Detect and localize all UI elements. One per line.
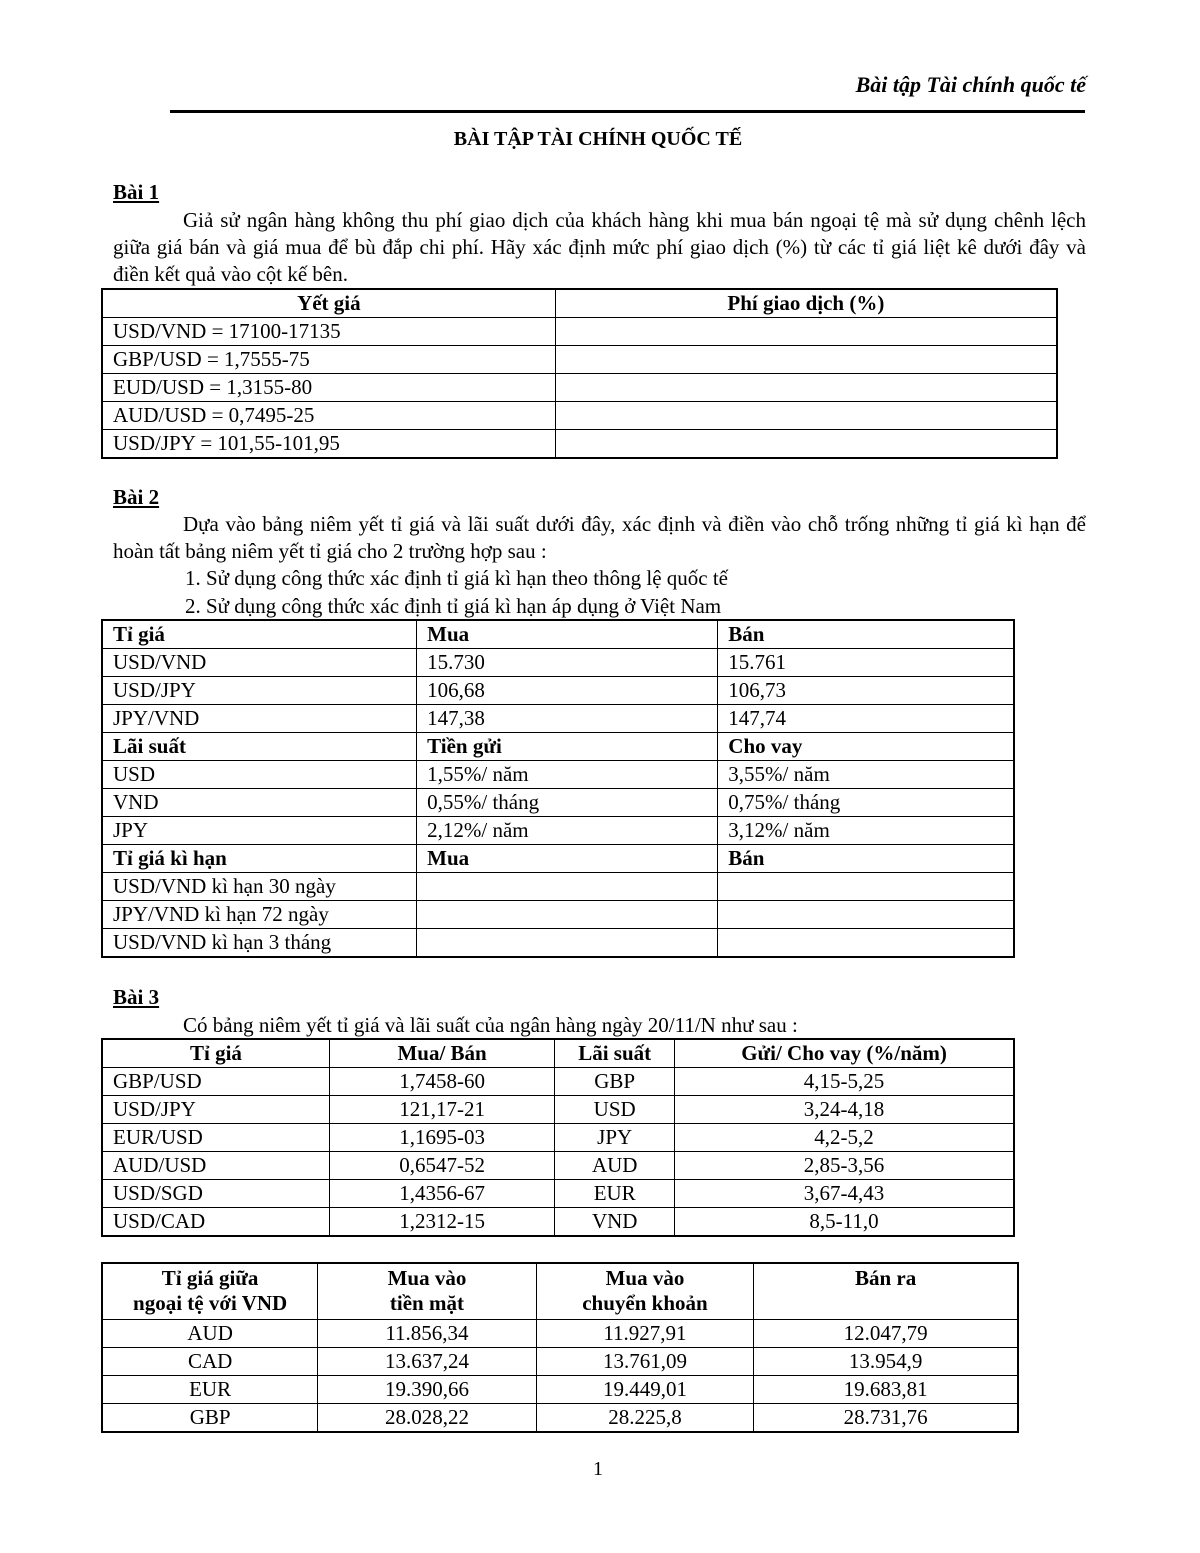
bai3-vnd-rates-table: [101, 1262, 1019, 1433]
table-header-cell: Mua: [417, 620, 718, 649]
table-cell: USD/VND kì hạn 3 tháng: [102, 929, 417, 958]
table-cell-empty: [417, 929, 718, 958]
page-number: 1: [593, 1458, 603, 1480]
table-cell: 15.730: [417, 649, 718, 677]
table-cell: 3,24-4,18: [675, 1096, 1014, 1124]
table-row: [102, 761, 1014, 789]
table-row: [102, 1096, 1014, 1124]
bai1-heading: Bài 1: [113, 180, 160, 204]
table-cell: 106,68: [417, 677, 718, 705]
table-cell: USD/VND = 17100-17135: [102, 318, 555, 346]
table-cell: 4,2-5,2: [675, 1124, 1014, 1152]
table-cell: 3,67-4,43: [675, 1180, 1014, 1208]
table-cell-empty: [555, 430, 1057, 459]
bai2-list-item: 2. Sử dụng công thức xác định tỉ giá kì hạn áp dụng ở Việt Nam: [185, 594, 722, 618]
table-cell: VND: [555, 1208, 675, 1237]
table-row: [102, 1152, 1014, 1180]
table-cell: 15.761: [718, 649, 1014, 677]
table-cell: EUR: [555, 1180, 675, 1208]
table-header-cell: [102, 1263, 318, 1319]
table-cell: JPY: [555, 1124, 675, 1152]
table-cell-empty: [555, 374, 1057, 402]
table-row: [102, 1180, 1014, 1208]
table-cell: AUD: [102, 1319, 318, 1347]
table-header-cell: [318, 1263, 536, 1319]
table-cell: 147,38: [417, 705, 718, 733]
table-section-header-row: [102, 733, 1014, 761]
table-cell: 2,12%/ năm: [417, 817, 718, 845]
table-cell: JPY/VND: [102, 705, 417, 733]
table-cell: 11.856,34: [318, 1319, 536, 1347]
table-cell: JPY/VND kì hạn 72 ngày: [102, 901, 417, 929]
header-line: Tỉ giá giữa: [161, 1266, 259, 1290]
table-cell: 19.449,01: [536, 1375, 754, 1403]
table-row: [102, 430, 1057, 459]
table-cell: 3,55%/ năm: [718, 761, 1014, 789]
table-row: [102, 1319, 1018, 1347]
table-row: [102, 1208, 1014, 1237]
table-row: [102, 1403, 1018, 1432]
table-cell: VND: [102, 789, 417, 817]
table-cell: 147,74: [718, 705, 1014, 733]
table-cell: EUR/USD: [102, 1124, 329, 1152]
table-header-cell: Tỉ giá: [102, 620, 417, 649]
table-header-cell: Bán: [718, 620, 1014, 649]
table-cell: GBP: [555, 1068, 675, 1096]
table-cell: USD: [102, 761, 417, 789]
table-cell: USD: [555, 1096, 675, 1124]
table-cell: 11.927,91: [536, 1319, 754, 1347]
table-section-header-row: [102, 620, 1014, 649]
table-row: [102, 901, 1014, 929]
table-cell: GBP/USD: [102, 1068, 329, 1096]
table-cell: USD/JPY = 101,55-101,95: [102, 430, 555, 459]
header-line: tiền mặt: [389, 1291, 464, 1315]
table-cell: USD/JPY: [102, 677, 417, 705]
table-cell: 13.761,09: [536, 1347, 754, 1375]
table-row: [102, 929, 1014, 958]
table-cell: 121,17-21: [329, 1096, 554, 1124]
table-cell: 3,12%/ năm: [718, 817, 1014, 845]
table-cell: 28.028,22: [318, 1403, 536, 1432]
table-row: [102, 649, 1014, 677]
table-cell-empty: [718, 901, 1014, 929]
header-line: Mua vào: [605, 1266, 685, 1290]
table-row: [102, 1068, 1014, 1096]
table-cell: 28.731,76: [754, 1403, 1018, 1432]
header-line: ngoại tệ với VND: [133, 1291, 288, 1315]
table-cell: EUD/USD = 1,3155-80: [102, 374, 555, 402]
table-cell: USD/CAD: [102, 1208, 329, 1237]
table-cell: EUR: [102, 1375, 318, 1403]
table-cell: 1,55%/ năm: [417, 761, 718, 789]
table-cell-empty: [555, 346, 1057, 374]
table-cell: 4,15-5,25: [675, 1068, 1014, 1096]
table-cell: 28.225,8: [536, 1403, 754, 1432]
table-cell: USD/VND: [102, 649, 417, 677]
table-row: [102, 1375, 1018, 1403]
table-header-cell: Lãi suất: [555, 1039, 675, 1068]
table-cell: JPY: [102, 817, 417, 845]
table-cell: 13.637,24: [318, 1347, 536, 1375]
table-header-cell: Bán: [718, 845, 1014, 873]
table-cell-empty: [718, 929, 1014, 958]
table-cell: AUD/USD = 0,7495-25: [102, 402, 555, 430]
table-header-row: [102, 1039, 1014, 1068]
table-cell: GBP: [102, 1403, 318, 1432]
table-cell-empty: [555, 402, 1057, 430]
table-cell: 2,85-3,56: [675, 1152, 1014, 1180]
bai1-table: [101, 288, 1058, 459]
table-cell: 8,5-11,0: [675, 1208, 1014, 1237]
table-row: [102, 1124, 1014, 1152]
table-cell: 0,75%/ tháng: [718, 789, 1014, 817]
table-cell-empty: [718, 873, 1014, 901]
table-cell: 1,4356-67: [329, 1180, 554, 1208]
bai2-heading: Bài 2: [113, 485, 160, 509]
table-row: [102, 817, 1014, 845]
table-cell: USD/JPY: [102, 1096, 329, 1124]
table-cell: GBP/USD = 1,7555-75: [102, 346, 555, 374]
table-cell: AUD/USD: [102, 1152, 329, 1180]
table-header-cell: Yết giá: [102, 289, 555, 318]
running-header: Bài tập Tài chính quốc tế: [855, 72, 1086, 97]
bai2-table: [101, 619, 1015, 958]
table-header-cell: [754, 1263, 1018, 1319]
bai3-heading: Bài 3: [113, 985, 160, 1009]
table-cell: USD/SGD: [102, 1180, 329, 1208]
table-header-cell: Phí giao dịch (%): [555, 289, 1057, 318]
table-header-cell: Tỉ giá: [102, 1039, 329, 1068]
table-cell: 0,55%/ tháng: [417, 789, 718, 817]
table-cell: CAD: [102, 1347, 318, 1375]
table-row: [102, 677, 1014, 705]
table-cell: 12.047,79: [754, 1319, 1018, 1347]
table-cell: USD/VND kì hạn 30 ngày: [102, 873, 417, 901]
table-cell: 1,7458-60: [329, 1068, 554, 1096]
table-header-row: [102, 289, 1057, 318]
table-row: [102, 873, 1014, 901]
table-cell-empty: [555, 318, 1057, 346]
table-header-cell: Mua: [417, 845, 718, 873]
table-header-cell: Gửi/ Cho vay (%/năm): [675, 1039, 1014, 1068]
table-row: [102, 789, 1014, 817]
header-line: chuyển khoản: [582, 1291, 708, 1315]
table-row: [102, 346, 1057, 374]
table-cell: 1,1695-03: [329, 1124, 554, 1152]
table-header-cell: Tỉ giá kì hạn: [102, 845, 417, 873]
table-row: [102, 402, 1057, 430]
table-header-cell: [536, 1263, 754, 1319]
table-header-cell: Lãi suất: [102, 733, 417, 761]
table-header-row: [102, 1263, 1018, 1319]
table-section-header-row: [102, 845, 1014, 873]
table-cell: 1,2312-15: [329, 1208, 554, 1237]
table-cell: 0,6547-52: [329, 1152, 554, 1180]
table-cell: 19.390,66: [318, 1375, 536, 1403]
table-row: [102, 705, 1014, 733]
table-cell: 106,73: [718, 677, 1014, 705]
header-line: Mua vào: [387, 1266, 467, 1290]
table-header-cell: Mua/ Bán: [329, 1039, 554, 1068]
bai2-list-item: 1. Sử dụng công thức xác định tỉ giá kì hạn theo thông lệ quốc tế: [185, 566, 728, 590]
bai3-rates-table: [101, 1038, 1015, 1237]
table-cell: 13.954,9: [754, 1347, 1018, 1375]
header-line: Bán ra: [854, 1266, 917, 1290]
header-rule: [170, 110, 1085, 113]
table-cell: AUD: [555, 1152, 675, 1180]
table-cell: 19.683,81: [754, 1375, 1018, 1403]
bai1-paragraph: Giả sử ngân hàng không thu phí giao dịch của khách hàng khi mua bán ngoại tệ mà sử dụng chênh lệch giữa giá bán và giá mua để bù đắp chi phí. Hãy xác định mức phí giao dịch (%) từ các tỉ giá liệt kê dưới đây và điền kết quả vào cột kế bên.: [113, 208, 1086, 286]
table-row: [102, 374, 1057, 402]
table-cell-empty: [417, 873, 718, 901]
table-row: [102, 1347, 1018, 1375]
table-header-cell: Cho vay: [718, 733, 1014, 761]
bai3-paragraph: Có bảng niêm yết tỉ giá và lãi suất của ngân hàng ngày 20/11/N như sau :: [183, 1013, 798, 1037]
table-header-cell: Tiền gửi: [417, 733, 718, 761]
table-row: [102, 318, 1057, 346]
page-title: BÀI TẬP TÀI CHÍNH QUỐC TẾ: [453, 128, 743, 150]
bai2-paragraph: Dựa vào bảng niêm yết tỉ giá và lãi suất dưới đây, xác định và điền vào chỗ trống những tỉ giá kì hạn để hoàn tất bảng niêm yết tỉ giá cho 2 trường hợp sau :: [113, 512, 1086, 563]
table-cell-empty: [417, 901, 718, 929]
